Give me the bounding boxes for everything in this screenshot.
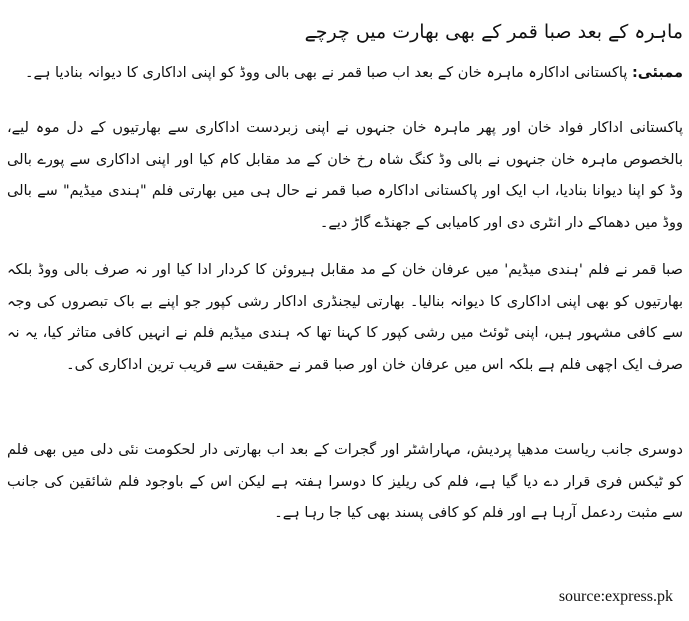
paragraph-1: پاکستانی اداکار فواد خان اور پھر ماہرہ خان جنہوں نے اپنی زبردست اداکاری سے بھارتیوں کے دل موہ لیے، بالخصوص ماہرہ خان جنہوں نے بالی وڈ کنگ شاہ رخ خان کے مد مقابل کام کیا اور اپنی اداکاری سے پورے بالی وڈ کو اپنا دیوانا بنادیا، اب ایک اور پاکستانی اداکارہ صبا قمر نے حال ہی میں بھارتی فلم "ہندی میڈیم" سے بالی ووڈ میں دھماکے دار انٹری دی اور کامیابی کے جھنڈے گاڑ دیے۔ [7, 120, 683, 231]
dateline-label: ممبئی: [631, 65, 683, 81]
article-title: ماہرہ کے بعد صبا قمر کے بھی بھارت میں چرچے [304, 20, 683, 43]
lead-paragraph [7, 58, 683, 88]
lead-text: پاکستانی اداکارہ ماہرہ خان کے بعد اب صبا قمر نے بھی بالی ووڈ کو اپنی اداکاری کا دیوانہ بنادیا ہے۔ [24, 65, 632, 81]
source-credit: source:express.pk [558, 588, 673, 605]
paragraph-2: صبا قمر نے فلم 'ہندی میڈیم' میں عرفان خان کے مد مقابل ہیروئن کا کردار ادا کیا اور نہ صرف بالی ووڈ بلکہ بھارتیوں کو بھی اپنی اداکاری کا دیوانہ بنالیا۔ بھارتی لیجنڈری اداکار رشی کپور جو اپنے بے باک تبصروں کی وجہ سے کافی مشہور ہیں، اپنی ٹوئٹ میں رشی کپور کا کہنا تھا کہ ہندی میڈیم فلم نے انہیں کافی متاثر کیا، یہ نہ صرف ایک اچھی فلم ہے بلکہ اس میں عرفان خان اور صبا قمر نے حقیقت سے قریب ترین اداکاری کی۔ [7, 262, 683, 373]
paragraph-3: دوسری جانب ریاست مدھیا پردیش، مہاراشٹر اور گجرات کے بعد اب بھارتی دار لحکومت نئی دلی میں بھی فلم کو ٹیکس فری قرار دے دیا گیا ہے، فلم کی ریلیز کا دوسرا ہفتہ ہے لیکن اس کے باوجود فلم شائقین کی جانب سے مثبت ردعمل آرہا ہے اور فلم کو کافی پسند بھی کیا جا رہا ہے۔ [7, 442, 683, 521]
